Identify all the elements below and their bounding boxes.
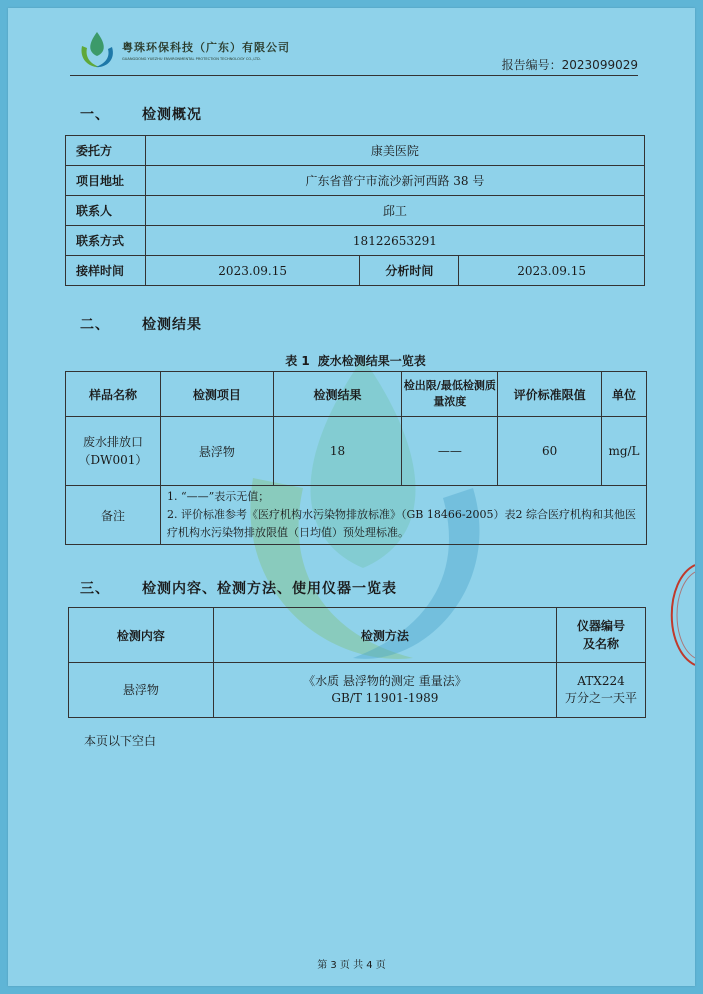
cell-item: 悬浮物 [160,417,273,486]
row-label: 分析时间 [360,256,459,286]
table-header-row [69,608,646,663]
table-row [66,166,645,196]
table-row [66,196,645,226]
section1-title: 一、 检测概况 [80,107,202,123]
col-header: 检测内容 [69,608,214,663]
col-header: 检测项目 [160,372,273,417]
company-name-cn: 粤珠环保科技（广东）有限公司 [122,41,290,54]
row-label: 委托方 [66,136,146,166]
row-value: 2023.09.15 [145,256,360,286]
method-code: GB/T 11901-1989 [331,691,439,705]
table-caption: 表 1 废水检测结果一览表 [285,354,426,368]
table-row [66,256,645,286]
table-row [69,663,646,718]
section3-title: 三、 检测内容、检测方法、使用仪器一览表 [80,581,397,597]
col-header: 评价标准限值 [498,372,602,417]
row-value: 邱工 [145,196,644,226]
report-page [8,8,695,986]
page-footer: 第 3 页 共 4 页 [317,960,386,971]
table-row [66,417,647,486]
method-name: 《水质 悬浮物的测定 重量法》 [303,674,467,688]
col-header: 检测方法 [213,608,556,663]
table-row [66,486,647,545]
col-header: 检出限/最低检测质量浓度 [402,372,498,417]
table-header-row [66,372,647,417]
cell-result: 18 [273,417,402,486]
cell-instrument [557,663,646,718]
results-table [65,371,647,545]
table-row [66,136,645,166]
company-name-en: GUANGDONG YUEZHU ENVIRONMENTAL PROTECTION TECHNOLOGY CO.,LTD. [122,57,261,61]
company-logo [78,30,290,70]
note-line: 2. 评价标准参考《医疗机构水污染物排放标准》（GB 18466-2005）表2 综合医疗机构和其他医疗机构水污染物排放限值（日均值）预处理标准。 [166,508,637,539]
cell-unit: mg/L [601,417,646,486]
cell-method [213,663,556,718]
cell-standard: 60 [498,417,602,486]
col-header: 检测结果 [273,372,402,417]
row-label: 接样时间 [66,256,146,286]
row-value: 康美医院 [145,136,644,166]
blank-below-note: 本页以下空白 [84,734,157,748]
col-header: 仪器编号及名称 [557,608,646,663]
row-value: 广东省普宁市流沙新河西路 38 号 [145,166,644,196]
company-leaf-icon [78,30,116,70]
table-row [66,226,645,256]
cell-sample: 废水排放口（DW001） [66,417,161,486]
col-header: 单位 [601,372,646,417]
report-number: 报告编号：2023099029 [501,58,638,72]
row-value: 18122653291 [145,226,644,256]
row-label: 项目地址 [66,166,146,196]
note-content [160,486,646,545]
col-header: 样品名称 [66,372,161,417]
seal-stamp-icon [659,560,695,670]
instrument-name: 万分之一天平 [565,691,638,705]
method-table [68,607,646,718]
row-label: 联系人 [66,196,146,226]
instrument-id: ATX224 [577,674,625,688]
overview-table [65,135,645,286]
section2-title: 二、 检测结果 [80,317,202,333]
cell-limit: —— [402,417,498,486]
row-label: 联系方式 [66,226,146,256]
note-line: 1. “——”表示无值； [166,490,270,503]
header-divider [70,75,638,76]
note-label: 备注 [66,486,161,545]
row-value: 2023.09.15 [459,256,645,286]
cell-content: 悬浮物 [69,663,214,718]
